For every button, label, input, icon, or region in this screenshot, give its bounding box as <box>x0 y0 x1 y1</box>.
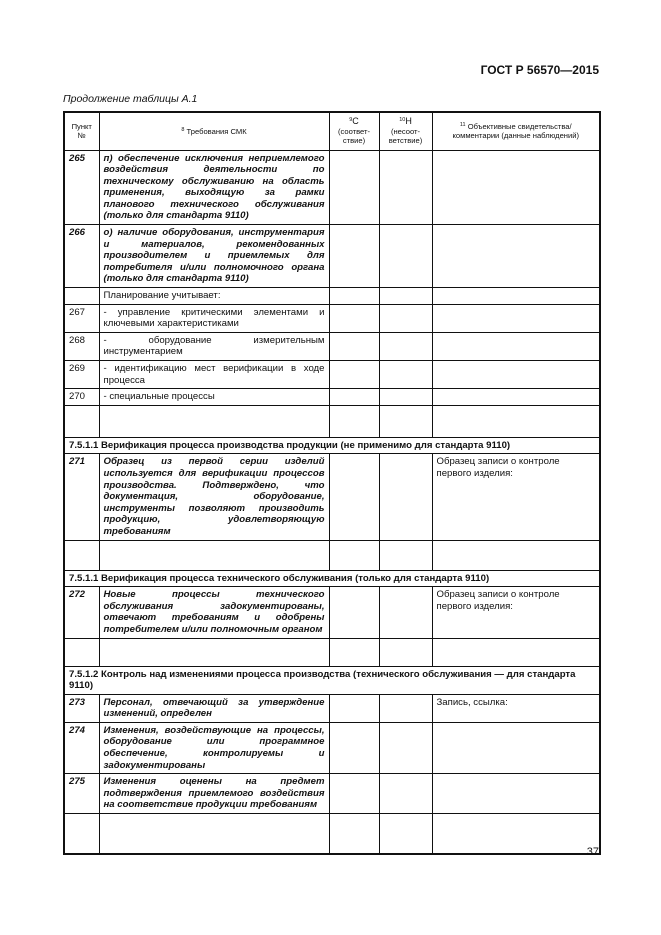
table-row <box>64 304 600 332</box>
section-heading: 7.5.1.1 Верификация процесса производства продукции (не применимо для стандарта 9110) <box>64 437 600 454</box>
requirement-text: - оборудование измерительным инструментарием <box>99 332 329 360</box>
objective-evidence: Образец записи о контроле первого изделия: <box>432 454 600 540</box>
objective-evidence: Запись, ссылка: <box>432 694 600 722</box>
column-header-nonconformity: $^{10}$Н (несоот- ветствие) <box>379 112 432 150</box>
item-number: 268 <box>64 332 99 360</box>
table-row-empty <box>64 814 600 854</box>
requirement-text: о) наличие оборудования, инструментария и материалов, рекомендованных производителем и приемлемых для потребителя и/или полномочного органа (только для стандарта 9110) <box>99 225 329 288</box>
section-heading-row <box>64 437 600 454</box>
section-heading-row <box>64 570 600 587</box>
column-header-requirements: $^8$ Требования СМК <box>99 112 329 150</box>
column-header-objective-evidence: $^{11}$ Объективные свидетельства/ комментарии (данные наблюдений) <box>432 112 600 150</box>
requirement-text: Новые процессы технического обслуживания задокументированы, отвечают требованиям и одобрены потребителем и/или полномочным органом <box>99 587 329 638</box>
table-row-empty <box>64 540 600 570</box>
table-row <box>64 774 600 814</box>
table-row <box>64 288 600 305</box>
item-number: 269 <box>64 361 99 389</box>
requirement-text: - специальные процессы <box>99 389 329 406</box>
page-number: 37 <box>586 846 599 858</box>
section-heading: 7.5.1.2 Контроль над изменениями процесса производства (технического обслуживания — для стандарта 9110) <box>64 666 600 694</box>
item-number: 271 <box>64 454 99 540</box>
table-row <box>64 150 600 225</box>
table-row <box>64 332 600 360</box>
table-row <box>64 694 600 722</box>
objective-evidence: Образец записи о контроле первого изделия: <box>432 587 600 638</box>
requirement-text: п) обеспечение исключения неприемлемого воздействия деятельности по техническому обслуживанию на область применения, выходящую за рамки планового технического обслуживания (только для стандарта 9110) <box>99 150 329 225</box>
item-number: 266 <box>64 225 99 288</box>
requirement-text: Персонал, отвечающий за утверждение изменений, определен <box>99 694 329 722</box>
column-header-conformity: $^9$С (соответ- ствие) <box>329 112 379 150</box>
requirement-text: - идентификацию мест верификации в ходе процесса <box>99 361 329 389</box>
section-heading: 7.5.1.1 Верификация процесса технического обслуживания (только для стандарта 9110) <box>64 570 600 587</box>
item-number: 274 <box>64 722 99 773</box>
requirements-table <box>63 111 601 855</box>
table-header-row <box>64 112 600 150</box>
table-row <box>64 722 600 773</box>
table-row <box>64 225 600 288</box>
item-number: 267 <box>64 304 99 332</box>
item-number: 270 <box>64 389 99 406</box>
table-row <box>64 361 600 389</box>
section-heading-row <box>64 666 600 694</box>
requirement-text: Планирование учитывает: <box>99 288 329 305</box>
document-code: ГОСТ Р 56570—2015 <box>480 63 599 77</box>
item-number: 273 <box>64 694 99 722</box>
requirement-text: - управление критическими элементами и ключевыми характеристиками <box>99 304 329 332</box>
requirement-text: Изменения, воздействующие на процессы, оборудование или программное обеспечение, контролируемы и задокументированы <box>99 722 329 773</box>
requirement-text: Изменения оценены на предмет подтверждения приемлемого воздействия на соответствие продукции требованиям <box>99 774 329 814</box>
table-continuation-label: Продолжение таблицы А.1 <box>63 93 198 105</box>
table-row <box>64 587 600 638</box>
table-row-empty <box>64 405 600 437</box>
item-number: 272 <box>64 587 99 638</box>
column-header-item-number: Пункт № <box>64 112 99 150</box>
requirement-text: Образец из первой серии изделий используется для верификации процессов производства. Подтверждено, что документация, оборудование, инструменты позволяют производить продукцию, удовлетворяющую требованиям <box>99 454 329 540</box>
table-row-empty <box>64 638 600 666</box>
table-row <box>64 389 600 406</box>
item-number: 265 <box>64 150 99 225</box>
item-number: 275 <box>64 774 99 814</box>
table-row <box>64 454 600 540</box>
